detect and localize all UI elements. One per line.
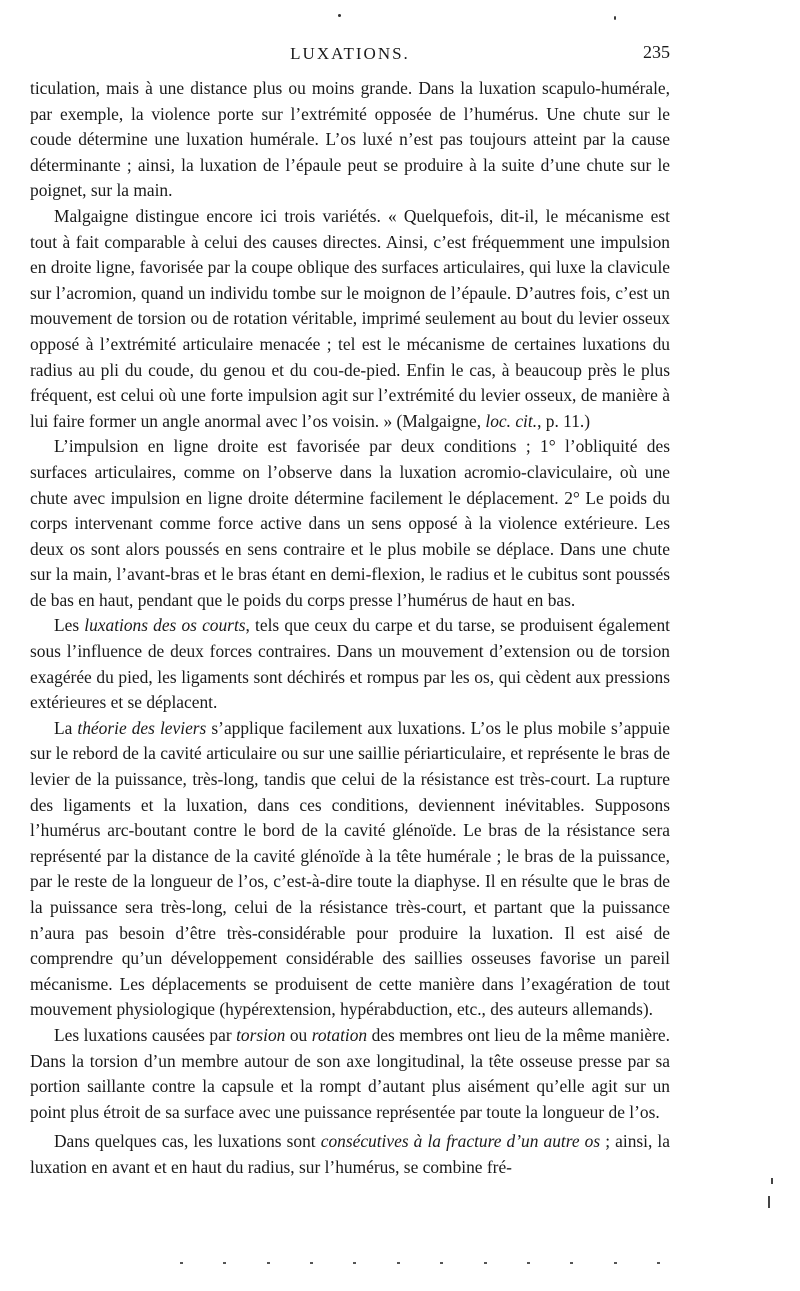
text-run: Les [54,615,85,636]
text-run: s’applique facilement aux luxations. L’os le plus mobile s’appuie sur le rebord de la cavité articulaire ou sur une saillie périarticulaire, et représente le bras de levier de la puissance, très-long, tandis que celui de la résistance est très-court. La rupture des ligaments et la luxation, dans ces conditions, deviennent inévitables. Supposons l’humérus arc-boutant contre le bord de la cavité glénoïde. Le bras de la résistance sera représenté par la distance de la cavité glénoïde à la tête humérale ; le bras de la puissance, par le reste de la longueur de l’os, c’est-à-dire toute la diaphyse. Il en résulte que le bras de la puissance sera très-long, celui de la résistance très-court, et partant que la puissance n’aura pas besoin d’être très-considérable pour produire la luxation. Il est aisé de comprendre qu’un développement considérable des saillies osseuses favorise un pareil mécanisme. Les déplacements se produisent de cette manière dans l’exagération de tout mouvement physiologique (hypérextension, hypérabduction, etc., des auteurs allemands). [30,717,670,1020]
paragraph-7 [30,1129,670,1180]
text-run: L’impulsion en ligne droite est favorisée par deux conditions ; 1° l’obliquité des surfaces articulaires, comme on l’observe dans la luxation acromio-claviculaire, où une chute avec impulsion en ligne droite détermine facilement le déplacement. 2° Le poids du corps intervenant comme force active dans un sens opposé à la violence extérieure. Les deux os sont alors poussés en sens contraire et le plus mobile se déplace. Dans une chute sur la main, l’avant-bras et le bras étant en demi-flexion, le radius et le cubitus sont poussés de bas en haut, pendant que le poids du corps presse l’humérus de haut en bas. [30,436,670,610]
text-run: , p. 11.) [537,410,591,431]
text-run: Dans quelques cas, les luxations sont [54,1131,321,1152]
text-run: Les luxations causées par [54,1024,237,1045]
paragraph-2 [30,204,670,434]
book-page [30,40,670,1260]
print-speck [614,16,616,20]
paragraph-6 [30,1023,670,1125]
text-run: ; ainsi, la luxation en avant et en haut du radius, sur l’humérus, se combine fré- [30,1131,670,1177]
print-speck [338,14,341,17]
text-run: La [54,717,78,738]
running-header [30,40,670,72]
paragraph-5 [30,716,670,1023]
page-number: 235 [643,42,670,62]
text-run: Malgaigne distingue encore ici trois variétés. « Quelquefois, dit-il, le mécanisme est tout à fait comparable à celui des causes directes. Ainsi, c’est fréquemment une impulsion en droite ligne, favorisée par la coupe oblique des surfaces articulaires, qui luxe la clavicule sur l’acromion, quand un individu tombe sur le moignon de l’épaule. D’autres fois, c’est un mouvement de torsion ou de rotation véritable, imprimé seulement au bout du levier osseux opposé à l’extrémité articulaire menacée ; tel est le mécanisme de certaines luxations du radius au pli du coude, du genou et du cou-de-pied. Enfin le cas, à beaucoup près le plus fréquent, est celui où une forte impulsion agit sur l’extrémité du levier osseux, de manière à lui faire former un angle anormal avec l’os voisin. » (Malgaigne, [30,205,670,431]
margin-mark [771,1178,773,1184]
paragraph-1 [30,76,670,204]
italic-text: théorie des leviers [77,717,207,738]
italic-text: luxations des os courts [84,615,246,636]
paragraph-4 [30,613,670,715]
italic-text: rotation [311,1024,368,1045]
bottom-print-marks [180,1262,660,1266]
running-title: LUXATIONS. [290,44,410,63]
paragraph-3 [30,434,670,613]
italic-text: loc. cit. [485,410,538,431]
text-run: ticulation, mais à une distance plus ou moins grande. Dans la luxation scapulo-humérale, par exemple, la violence porte sur l’extrémité opposée de l’humérus. Une chute sur le coude détermine une luxation humérale. L’os luxé n’est pas toujours atteint par la cause déterminante ; ainsi, la luxation de l’épaule peut se produire à la suite d’une chute sur le poignet, sur la main. [30,78,670,201]
italic-text: consécutives à la fracture d’un autre os [320,1131,601,1152]
italic-text: torsion [236,1024,286,1045]
text-run: ou [285,1024,312,1045]
text-run: des membres ont lieu de la même manière. Dans la torsion d’un membre autour de son axe longitudinal, la tête osseuse presse par sa portion saillante contre la capsule et la rompt d’autant plus aisément qu’elle agit sur un point plus étroit de sa surface avec une puissance représentée par toute la longueur de l’os. [30,1024,670,1122]
text-run: , tels que ceux du carpe et du tarse, se produisent également sous l’influence de deux forces contraires. Dans un mouvement d’extension ou de torsion exagérée du pied, les ligaments sont déchirés et rompus par les os, qui cèdent aux pressions extérieures et se déplacent. [30,615,670,713]
body-text [30,76,670,1181]
margin-mark [768,1196,770,1208]
